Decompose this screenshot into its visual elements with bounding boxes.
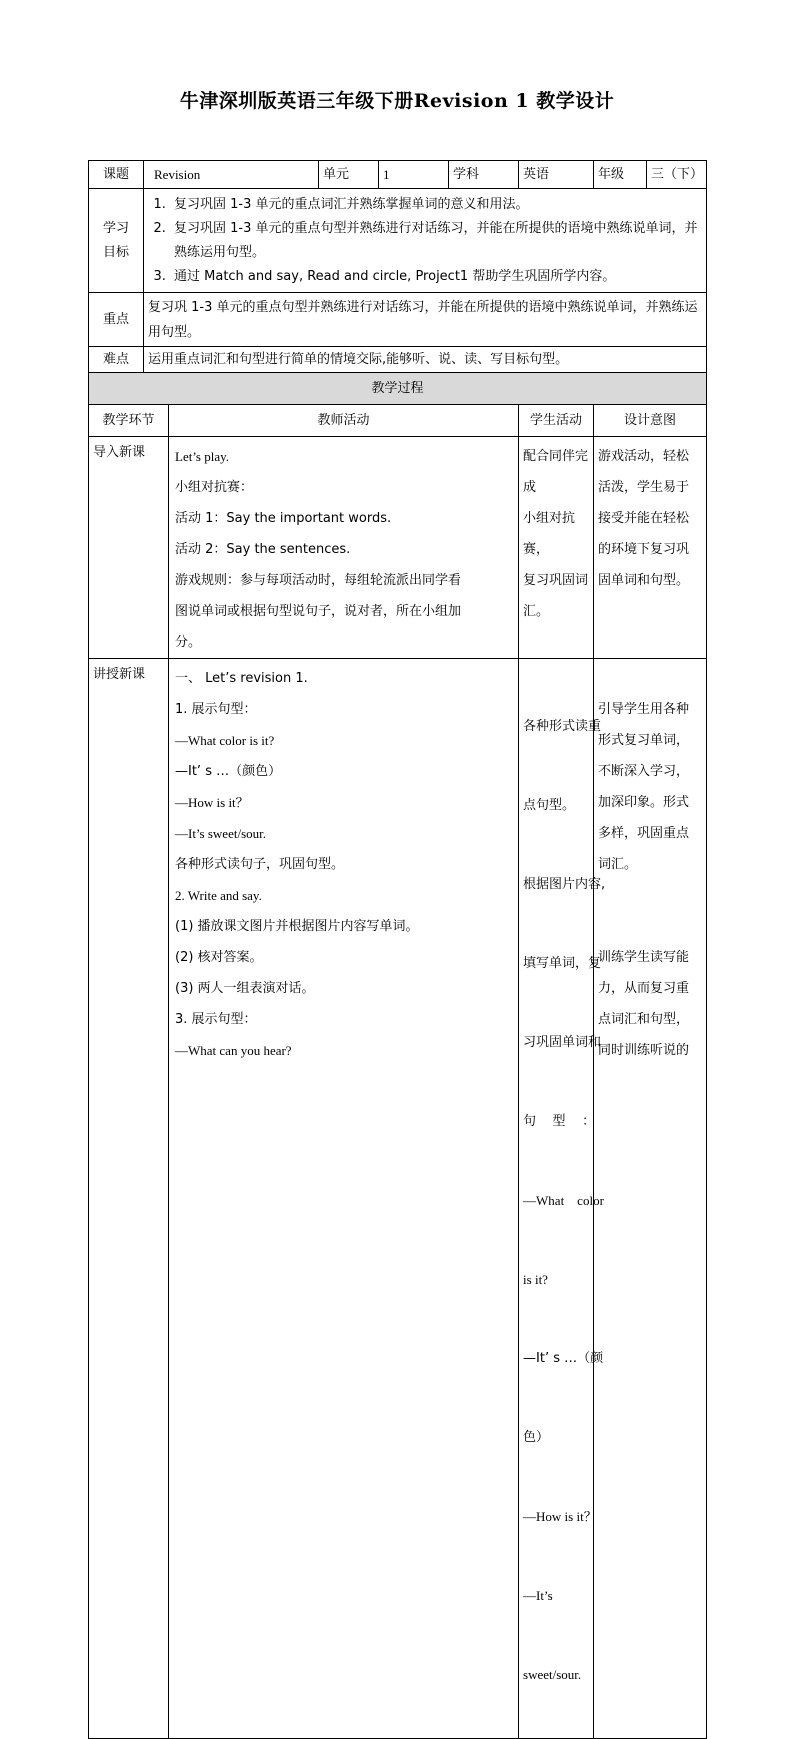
teacher-activity — [169, 659, 519, 1739]
intent-line: 游戏活动，轻松 — [598, 449, 690, 464]
teacher-line: 活动 1：Say the important words. — [175, 511, 392, 526]
page-title: 牛津深圳版英语三年级下册Revision 1 教学设计 — [179, 90, 615, 112]
intent-line: 固单词和句型。 — [598, 573, 690, 588]
goal-item: 1. 复习巩固 1-3 单元的重点词汇并熟练掌握单词的意义和用法。 — [170, 193, 702, 217]
teacher-line: —What color is it? — [175, 733, 275, 748]
teacher-line: 小组对抗赛： — [175, 480, 254, 495]
teacher-line: —How is it？ — [175, 795, 249, 810]
student-activity — [519, 659, 606, 1739]
teacher-line: 图说单词或根据句型说句子，说对者，所在小组加 — [175, 604, 462, 619]
teacher-line: 游戏规则：参与每项活动时，每组轮流派出同学看 — [175, 573, 462, 588]
student-line: —What color — [523, 1193, 604, 1208]
intent-line — [598, 663, 702, 694]
goals-list — [148, 193, 702, 289]
grade-label: 年级 — [594, 161, 647, 189]
info-row — [89, 161, 707, 189]
student-line: 各种形式读重 — [523, 719, 602, 734]
student-line: —How is it？ — [523, 1509, 597, 1524]
difficulty-row — [89, 347, 707, 373]
student-line: 根据图片内容, — [523, 877, 606, 892]
student-line: 句 型 ： — [523, 1114, 596, 1129]
design-intent — [594, 659, 707, 1739]
student-line: is it? — [523, 1272, 548, 1287]
intent-line: 不断深入学习， — [598, 764, 690, 779]
teacher-line: (2) 核对答案。 — [175, 950, 263, 965]
student-line: 复习巩固词汇。 — [523, 573, 589, 619]
student-line: 习巩固单词和 — [523, 1035, 602, 1050]
intent-line: 形式复习单词， — [598, 733, 690, 748]
student-line: —It’s — [523, 1588, 553, 1603]
teacher-line: 1. 展示句型： — [175, 702, 257, 717]
column-student: 学生活动 — [519, 405, 594, 437]
intent-line: 多样，巩固重点 — [598, 826, 690, 841]
subject-label: 学科 — [449, 161, 519, 189]
teacher-line: —It’ s …（颜色） — [175, 764, 282, 779]
teacher-line: Let’s play. — [175, 449, 230, 464]
intent-line: 点词汇和句型， — [598, 1012, 690, 1027]
goal-item: 3. 通过 Match and say, Read and circle, Project1 帮助学生巩固所学内容。 — [170, 265, 702, 289]
intent-line: 训练学生读写能 — [598, 950, 690, 965]
teacher-line: 一、 Let’s revision 1. — [175, 671, 308, 686]
stage-cell: 导入新课 — [89, 437, 169, 659]
column-stage: 教学环节 — [89, 405, 169, 437]
student-line: 配合同伴完成 — [523, 449, 589, 495]
intent-line: 力，从而复习重 — [598, 981, 690, 996]
teacher-line: —It’s sweet/sour. — [175, 826, 266, 841]
student-line: sweet/sour. — [523, 1667, 582, 1682]
teacher-line: 分。 — [175, 635, 202, 650]
student-line: 色） — [523, 1430, 550, 1445]
focus-row — [89, 293, 707, 347]
focus-label: 重点 — [89, 293, 144, 347]
intent-line — [598, 880, 702, 911]
intent-line: 接受并能在轻松 — [598, 511, 690, 526]
teacher-line: 活动 2：Say the sentences. — [175, 542, 351, 557]
teacher-line: 2. Write and say. — [175, 888, 262, 903]
student-line: 填写单词，复 — [523, 956, 602, 971]
goals-label — [89, 189, 144, 293]
topic-label: 课题 — [89, 161, 144, 189]
goals-content — [144, 189, 707, 293]
lesson-plan-table — [88, 160, 706, 1739]
focus-text: 复习巩 1-3 单元的重点句型并熟练进行对话练习，并能在所提供的语境中熟练说单词，并熟练运用句型。 — [144, 293, 707, 347]
teacher-line: —What can you hear? — [175, 1043, 292, 1058]
difficulty-text: 运用重点词汇和句型进行简单的情境交际,能够听、说、读、写目标句型。 — [144, 347, 707, 373]
intent-line: 活泼，学生易于 — [598, 480, 690, 495]
goals-label-line-2: 目标 — [102, 244, 129, 260]
teacher-line: (1) 播放课文图片并根据图片内容写单词。 — [175, 919, 419, 934]
column-intent: 设计意图 — [594, 405, 707, 437]
process-header-row — [89, 373, 707, 405]
goals-label-line-1: 学习 — [102, 220, 129, 236]
intent-line: 引导学生用各种 — [598, 702, 690, 717]
topic-value: Revision — [144, 161, 319, 189]
intent-line — [598, 911, 702, 942]
intent-line: 加深印象。形式 — [598, 795, 690, 810]
unit-label: 单元 — [319, 161, 379, 189]
intent-line: 的环境下复习巩 — [598, 542, 690, 557]
student-line: 小组对抗赛， — [523, 511, 576, 557]
process-row-teaching — [89, 659, 707, 1739]
process-columns-row — [89, 405, 707, 437]
intent-line: 词汇。 — [598, 857, 638, 872]
column-teacher: 教师活动 — [169, 405, 519, 437]
student-activity — [519, 437, 594, 659]
process-header: 教学过程 — [89, 373, 707, 405]
teacher-line: 3. 展示句型： — [175, 1012, 257, 1027]
design-intent — [594, 437, 707, 659]
difficulty-label: 难点 — [89, 347, 144, 373]
grade-value: 三（下） — [647, 161, 707, 189]
teacher-line: 各种形式读句子，巩固句型。 — [175, 857, 345, 872]
teacher-activity — [169, 437, 519, 659]
student-line: —It’ s …（颜 — [523, 1351, 604, 1366]
stage-cell: 讲授新课 — [89, 659, 169, 1739]
process-row-intro — [89, 437, 707, 659]
student-line: 点句型。 — [523, 798, 576, 813]
unit-value: 1 — [379, 161, 449, 189]
subject-value: 英语 — [519, 161, 594, 189]
goals-row — [89, 189, 707, 293]
intent-line: 同时训练听说的 — [598, 1043, 690, 1058]
teacher-line: (3) 两人一组表演对话。 — [175, 981, 315, 996]
goal-item: 2. 复习巩固 1-3 单元的重点句型并熟练进行对话练习，并能在所提供的语境中熟练说单词，并熟练运用句型。 — [170, 217, 702, 265]
